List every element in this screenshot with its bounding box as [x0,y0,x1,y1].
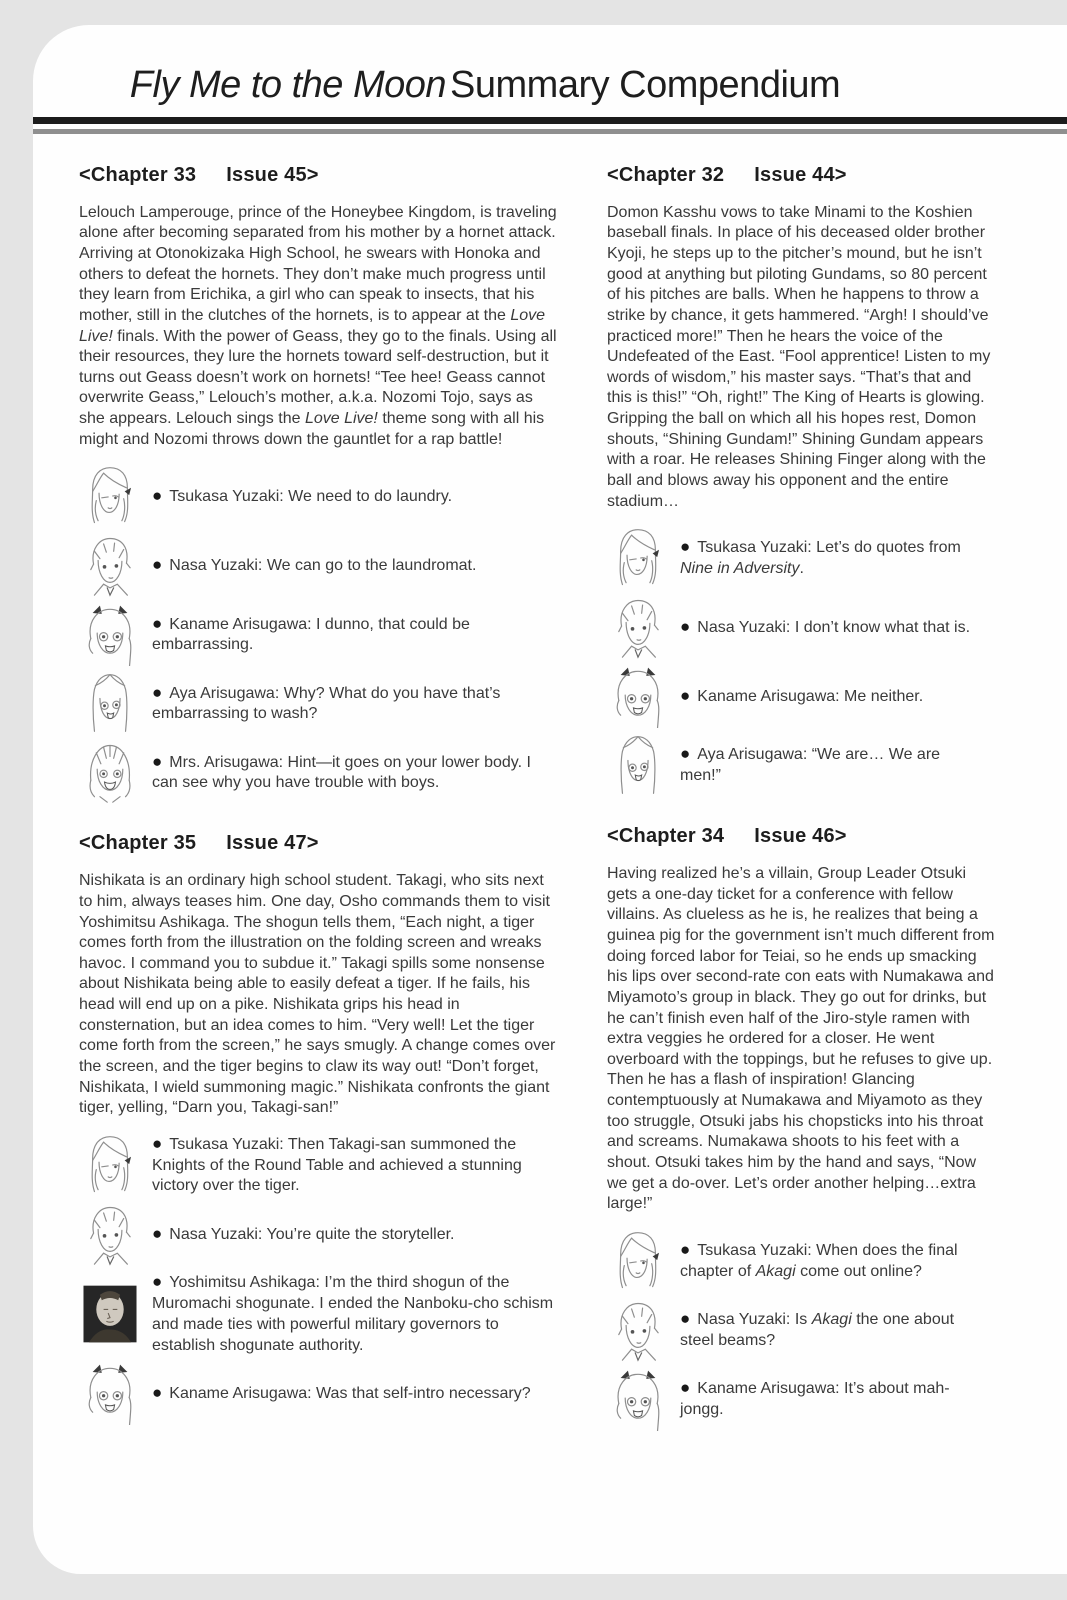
chapter-label: <Chapter 32 [607,163,725,186]
quote-line: Nasa Yuzaki: I don’t know what that is. [697,618,971,636]
quote-line: Mrs. Arisugawa: Hint—it goes on your lower body. I can see why you have trouble with boys. [152,753,531,792]
avatar-aya-icon [79,671,141,735]
quote-line: Tsukasa Yuzaki: Then Takagi-san summoned the Knights of the Round Table and achieved a stunning victory over the tiger. [152,1135,522,1195]
quote-line: Aya Arisugawa: Why? What do you have that’s embarrassing to wash? [152,684,501,723]
speaker-bullet-icon: ● [152,554,163,574]
section-chapter-32 [607,164,1053,797]
quote-text [152,1382,531,1405]
speaker-bullet-icon: ● [680,685,691,705]
quote-line: Nasa Yuzaki: We can go to the laundromat. [169,556,477,574]
speaker-bullet-icon: ● [152,682,163,702]
speaker-bullet-icon: ● [152,1223,163,1243]
quote-line: Tsukasa Yuzaki: When does the final chapter of Akagi come out online? [680,1242,958,1280]
chapter-summary: Domon Kasshu vows to take Minami to the Koshien baseball finals. In place of his deceased older brother Kyoji, he steps up to the pitcher’s mound, but he isn’t good at anything but piloting Gundams, so 80 percent of his pitches are balls. When he happens to throw a strike by chance, it gets hammered. “Argh! I should’ve practiced more!” Then he hears the voice of the Undefeated of the East. “Fool apprentice! Listen to my words of wisdom,” his master says. “That’s that and this is this!” “Oh, right!” The King of Hearts is glowing. Gripping the ball on which all his hopes rest, Domon shouts, “Shining Gundam!” Shining Gundam appears with a roar. He releases Shining Finger along with the ball and blows away his opponent and the entire stadium… [607,203,991,510]
speaker-bullet-icon: ● [152,751,163,771]
title-rule-black [33,117,1067,124]
section-chapter-35 [79,832,561,1425]
quote-row [607,1229,1053,1293]
speaker-bullet-icon: ● [152,1133,163,1153]
avatar-kaname-icon [607,664,669,728]
avatar-tsukasa-icon [607,1229,669,1293]
quote-text [152,751,554,795]
quote-text [680,536,980,580]
quote-text [680,1239,980,1283]
quote-line: Nasa Yuzaki: Is Akagi the one about steel beams? [680,1311,955,1349]
issue-label: Issue 47> [226,832,319,855]
chapter-label: <Chapter 33 [79,163,197,186]
quote-row [79,1202,561,1266]
quote-list [79,1133,561,1426]
section-chapter-33 [79,164,561,805]
quote-text [680,1308,980,1352]
quote-list [607,1229,1053,1431]
avatar-nasa-icon [607,1298,669,1362]
avatar-kaname-icon [79,602,141,666]
quote-row [79,1271,561,1356]
avatar-nasa-icon [79,533,141,597]
speaker-bullet-icon: ● [680,1309,691,1328]
issue-label: Issue 44> [754,163,847,186]
page-title-series: Fly Me to the Moon [129,64,447,106]
quote-row [79,602,561,666]
avatar-mrs-arisugawa-icon [79,740,141,804]
quote-row [79,464,561,528]
quote-list [607,526,1053,797]
chapter-summary: Having realized he’s a villain, Group Leader Otsuki gets a one-day ticket for a conference with fellow villains. As clueless as he is, he realizes that being a guinea pig for the government isn’t much different from doing forced labor for Teiai, so he ends up smacking his lips over second-rate con eats with Numakawa and Miyamoto’s group in black. They go out for drinks, but he can’t finish even half of the Jiro-style ramen with extra veggies he ordered for a closer. He went overboard with the toppings, but he refuses to give up. Then he has a flash of inspiration! Glancing contemptuously at Numakawa and Miyamoto as they too struggle, Otsuki jabs his chopsticks into his throat and screams. Numakawa shoots to his feet with a shout. Otsuki takes him by the hand and says, “Now we get a do-over. Let’s order another helping…extra large!” [607,865,995,1213]
quote-line: Nasa Yuzaki: You’re quite the storyteller. [169,1225,455,1243]
chapter-heading [607,825,1053,848]
avatar-nasa-icon [79,1202,141,1266]
chapter-label: <Chapter 34 [607,825,725,848]
quote-text [152,1223,455,1246]
quote-line: Tsukasa Yuzaki: Let’s do quotes from Nine in Adversity. [680,539,961,578]
page-title [33,65,937,107]
chapter-heading [79,164,561,187]
quote-line: Aya Arisugawa: “We are… We are men!” [680,746,941,785]
quote-text [152,613,554,657]
chapter-summary: Nishikata is an ordinary high school student. Takagi, who sits next to him, always teases him. One day, Osho commands them to visit Yoshimitsu Ashikaga. The shogun tells them, “Each night, a tiger comes forth from the illustration on the folding screen and wreaks havoc. I command you to subdue it.” Takagi spills some nonsense about Nishikata being able to easily defeat a tiger. If he fails, his head will end up on a pike. Nishikata grips his head in consternation, but an idea comes to him. “Very well! Let the tiger come forth from the screen,” he says smugly. A change comes over the screen, and the tiger begins to claw its way out! “Don’t forget, Nishikata, I wield summoning magic.” Nishikata confronts the giant tiger, yelling, “Darn you, Takagi-san!” [79,872,556,1117]
quote-line: Kaname Arisugawa: Was that self-intro necessary? [169,1384,531,1402]
quote-row [79,1133,561,1197]
quote-text [680,616,970,639]
avatar-tsukasa-icon [79,1133,141,1197]
quote-text [152,1271,554,1356]
chapter-summary: Lelouch Lamperouge, prince of the Honeybee Kingdom, is traveling alone after becoming separated from his mother by a hornet attack. Arriving at Otonokizaka High School, he swears with Honoka and others to defeat the hornets. They don’t make much progress until they learn from Erichika, a girl who can speak to insects, that his mother, still in the clutches of the hornets, is to appear at the Love Live! finals. With the power of Geass, they go to the finals. Using all their resources, they lure the hornets toward self-destruction, but it turns out Geass doesn’t work on hornets! “Tee hee! Geass cannot overwrite Geass,” Lelouch’s mother, a.k.a. Nozomi Tojo, says as she appears. Lelouch sings the Love Live! theme song with all his might and Nozomi throws down the gauntlet for a rap battle! [79,203,557,448]
left-column [79,164,561,1446]
speaker-bullet-icon: ● [680,537,691,557]
avatar-kaname-icon [607,1367,669,1431]
avatar-ashikaga-portrait-icon [79,1282,141,1346]
speaker-bullet-icon: ● [152,613,163,633]
quote-text [680,743,980,787]
page-header [33,25,1067,107]
speaker-bullet-icon: ● [152,1272,163,1292]
speaker-bullet-icon: ● [152,485,163,505]
right-column [607,164,1053,1451]
speaker-bullet-icon: ● [680,744,691,764]
quote-line: Tsukasa Yuzaki: We need to do laundry. [169,487,453,505]
quote-row [79,1361,561,1425]
quote-text [152,485,452,508]
speaker-bullet-icon: ● [680,1240,691,1259]
quote-text [152,1133,554,1197]
avatar-nasa-icon [607,595,669,659]
quote-line: Yoshimitsu Ashikaga: I’m the third shogun of the Muromachi shogunate. I ended the Nanboku-cho schism and made ties with powerful military governors to establish shogunate authority. [152,1274,554,1354]
avatar-tsukasa-icon [79,464,141,528]
avatar-aya-icon [607,733,669,797]
issue-label: Issue 46> [754,825,847,848]
page-title-suffix: Summary Compendium [450,64,841,106]
quote-list [79,464,561,804]
quote-row [607,526,1053,590]
quote-line: Kaname Arisugawa: It’s about mah-jongg. [680,1380,950,1418]
quote-text [680,1377,980,1421]
quote-row [79,740,561,804]
chapter-heading [607,164,1053,187]
quote-row [607,595,1053,659]
speaker-bullet-icon: ● [680,1378,691,1397]
quote-text [152,682,554,726]
avatar-tsukasa-icon [607,526,669,590]
section-chapter-34 [607,825,1053,1431]
quote-row [607,1367,1053,1431]
quote-row [607,664,1053,728]
quote-line: Kaname Arisugawa: Me neither. [697,687,924,705]
quote-text [152,554,476,577]
chapter-heading [79,832,561,855]
compendium-page [33,25,1067,1574]
quote-line: Kaname Arisugawa: I dunno, that could be embarrassing. [152,615,470,654]
avatar-kaname-icon [79,1361,141,1425]
quote-text [680,685,923,708]
issue-label: Issue 45> [226,163,319,186]
quote-row [79,671,561,735]
speaker-bullet-icon: ● [680,616,691,636]
quote-row [607,1298,1053,1362]
quote-row [79,533,561,597]
two-column-body [33,134,1067,1451]
chapter-label: <Chapter 35 [79,832,197,855]
quote-row [607,733,1053,797]
speaker-bullet-icon: ● [152,1382,163,1402]
